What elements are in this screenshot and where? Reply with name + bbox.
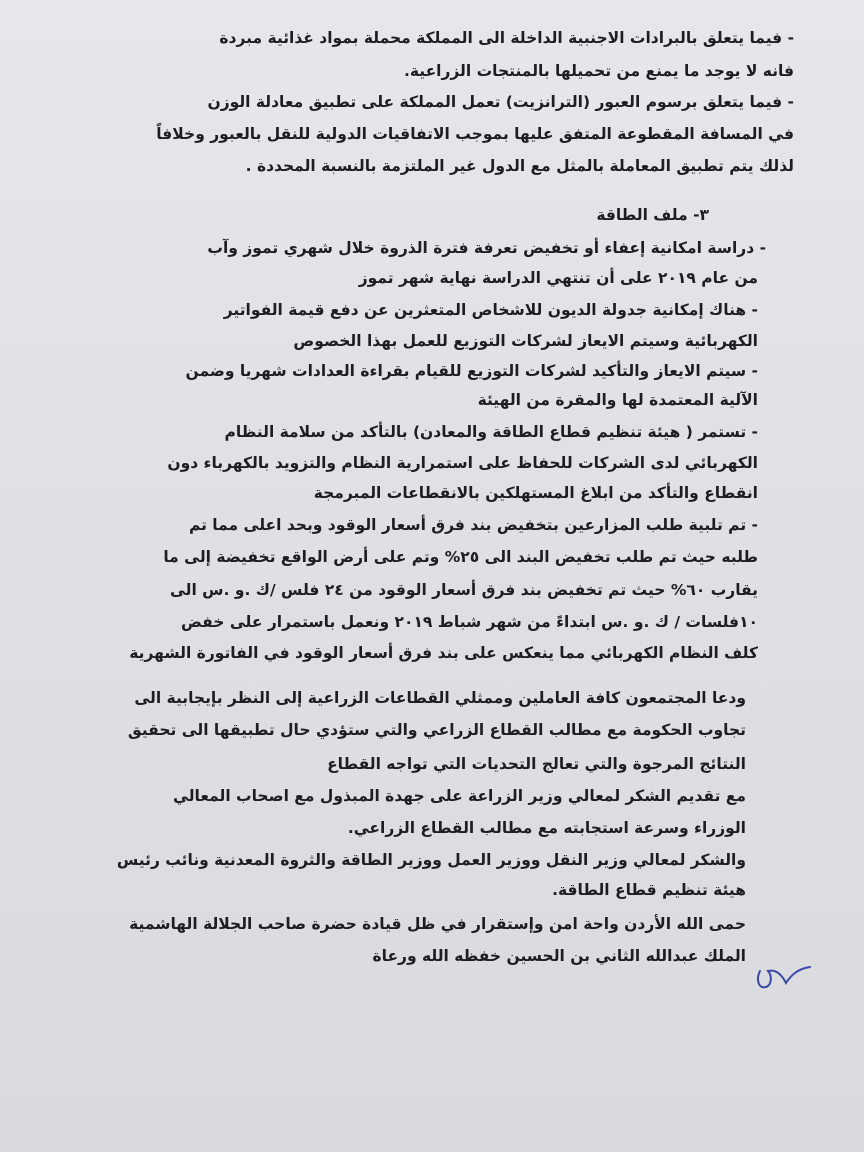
text-line: - فيما يتعلق برسوم العبور (الترانزيت) تعمل المملكة على تطبيق معادلة الوزن — [207, 93, 794, 111]
text-line: ودعا المجتمعون كافة العاملين وممثلي القطاعات الزراعية إلى النظر بإيجابية الى — [134, 689, 746, 707]
text-line: انقطاع والتأكد من ابلاغ المستهلكين بالانقطاعات المبرمجة — [313, 484, 758, 502]
text-line: ١٠فلسات / ك .و .س ابتداءً من شهر شباط ٢٠١٩ ونعمل باستمرار على خفض — [180, 613, 758, 631]
text-line: - دراسة امكانية إعفاء أو تخفيض تعرفة فترة الذروة خلال شهري تموز وآب — [207, 239, 766, 257]
handwritten-signature — [752, 945, 822, 995]
text-line: - سيتم الايعاز والتأكيد لشركات التوزيع للقيام بقراءة العدادات شهريا وضمن — [185, 362, 758, 380]
text-line: الكهربائي لدى الشركات للحفاظ على استمرارية النظام والتزويد بالكهرباء دون — [167, 454, 758, 472]
text-line: فانه لا يوجد ما يمنع من تحميلها بالمنتجات الزراعية. — [403, 62, 794, 80]
text-line: - تستمر ( هيئة تنظيم قطاع الطاقة والمعادن) بالتأكد من سلامة النظام — [224, 423, 758, 441]
text-line: - هناك إمكانية جدولة الديون للاشخاص المتعثرين عن دفع قيمة الفواتير — [223, 301, 758, 319]
text-line: الكهربائية وسيتم الايعاز لشركات التوزيع للعمل بهذا الخصوص — [293, 332, 758, 350]
text-line: مع تقديم الشكر لمعالي وزير الزراعة على جهدة المبذول مع اصحاب المعالي — [173, 787, 746, 805]
text-line: هيئة تنظيم قطاع الطاقة. — [552, 881, 746, 899]
text-line: طلبه حيث تم طلب تخفيض البند الى ٢٥% وتم على أرض الواقع تخفيضة إلى ما — [163, 548, 758, 566]
text-line: الوزراء وسرعة استجابته مع مطالب القطاع الزراعي. — [347, 819, 746, 837]
text-line: والشكر لمعالي وزير النقل ووزير العمل ووزير الطاقة والثروة المعدنية ونائب رئيس — [116, 851, 746, 869]
text-line: الآلية المعتمدة لها والمقرة من الهيئة — [477, 391, 758, 409]
text-line: حمى الله الأردن واحة امن وإستقرار في ظل قيادة حضرة صاحب الجلالة الهاشمية — [129, 915, 746, 933]
text-line: - تم تلبية طلب المزارعين بتخفيض بند فرق أسعار الوقود وبحد اعلى مما تم — [188, 516, 758, 534]
text-line: في المسافة المقطوعة المتفق عليها بموجب الاتفاقيات الدولية للنقل بالعبور وخلافاً — [156, 125, 794, 143]
text-line: يقارب ٦٠% حيث تم تخفيض بند فرق أسعار الوقود من ٢٤ فلس /ك .و .س الى — [169, 581, 758, 599]
text-line: الملك عبدالله الثاني بن الحسين خفظه الله ورعاة — [372, 947, 746, 965]
section-heading: ٣- ملف الطاقة — [596, 206, 709, 224]
text-line: كلف النظام الكهربائي مما ينعكس على بند فرق أسعار الوقود في الفاتورة الشهرية — [129, 644, 758, 662]
text-line: - فيما يتعلق بالبرادات الاجنبية الداخلة الى المملكة محملة بمواد غذائية مبردة — [219, 29, 794, 47]
text-line: من عام ٢٠١٩ على أن تنتهي الدراسة نهاية شهر تموز — [358, 269, 758, 287]
text-line: لذلك يتم تطبيق المعاملة بالمثل مع الدول غير الملتزمة بالنسبة المحددة . — [245, 157, 794, 175]
text-line: تجاوب الحكومة مع مطالب القطاع الزراعي والتي ستؤدي حال تطبيقها الى تحقيق — [127, 721, 746, 739]
text-line: النتائج المرجوة والتي تعالج التحديات التي تواجه القطاع — [327, 755, 746, 773]
